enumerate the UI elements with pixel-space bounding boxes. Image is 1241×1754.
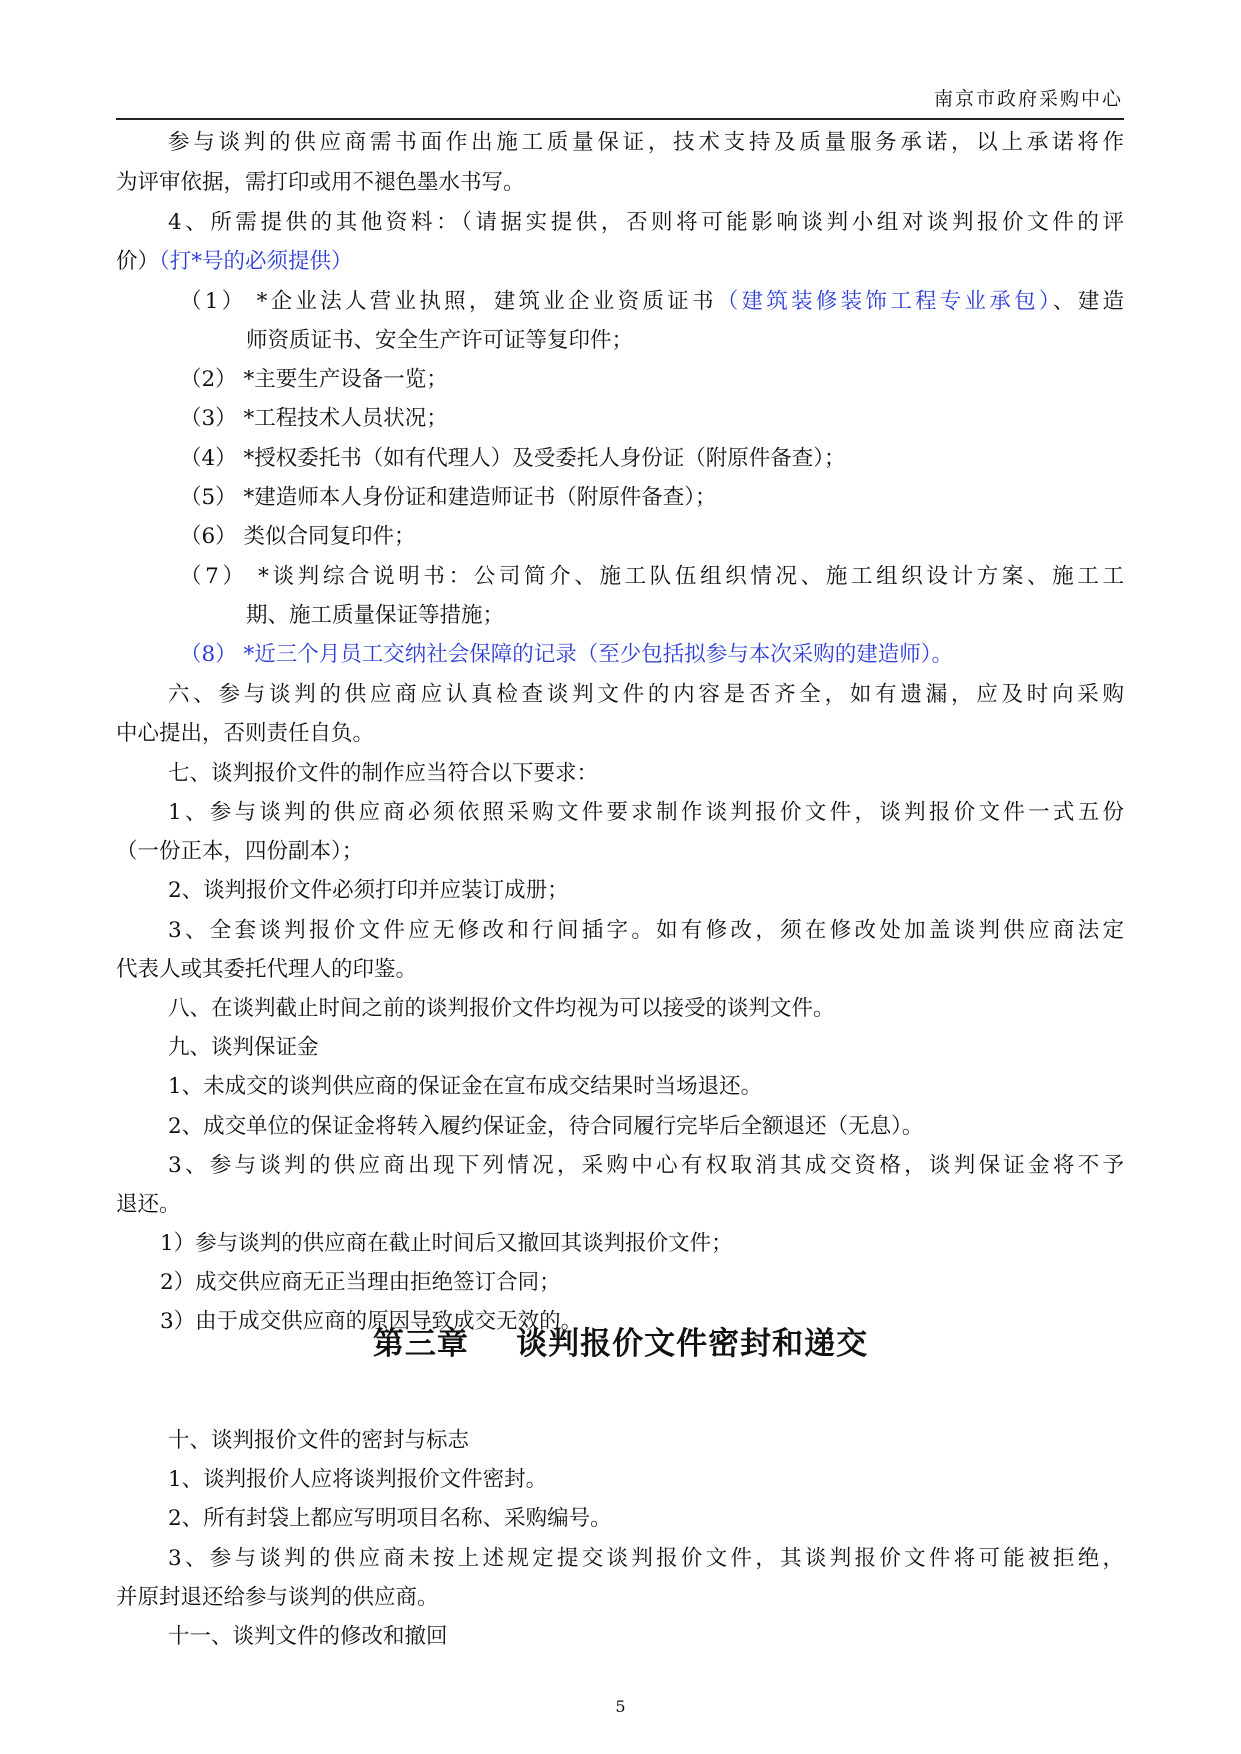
section-heading: 十一、谈判文件的修改和撤回 [168,1624,448,1649]
section-heading: 八、在谈判截止时间之前的谈判报价文件均视为可以接受的谈判文件。 [168,996,835,1021]
text-line: 1、谈判报价人应将谈判报价文件密封。 [168,1467,548,1492]
list-item: （3） *工程技术人员状况； [180,406,448,431]
text-line: 价）（打*号的必须提供） [116,249,353,274]
text-line: 1、未成交的谈判供应商的保证金在宣布成交结果时当场退还。 [168,1074,763,1099]
page-number: 5 [615,1697,626,1716]
list-item: （1） *企业法人营业执照，建筑业企业资质证书（建筑装修装饰工程专业承包）、建造 [180,289,1124,314]
text-line: 六、参与谈判的供应商应认真检查谈判文件的内容是否齐全，如有遗漏，应及时向采购 [168,682,1124,707]
text-line: 退还。 [116,1192,181,1217]
header-rule [116,118,1124,120]
chapter-title: 第三章 谈判报价文件密封和递交 [372,1326,869,1362]
section-heading: 九、谈判保证金 [168,1035,319,1060]
text-line: 2、所有封袋上都应写明项目名称、采购编号。 [168,1506,612,1531]
list-item: （6） 类似合同复印件； [180,524,416,549]
text-line: 1、参与谈判的供应商必须依照采购文件要求制作谈判报价文件，谈判报价文件一式五份 [168,800,1124,825]
sub-item: 2）成交供应商无正当理由拒绝签订合同； [160,1270,561,1295]
list-item-highlighted: （8） *近三个月员工交纳社会保障的记录（至少包括拟参与本次采购的建造师）。 [180,642,954,667]
section-heading: 十、谈判报价文件的密封与标志 [168,1428,470,1453]
sub-item: 3）由于成交供应商的原因导致成交无效的。 [160,1309,583,1334]
list-item: （7） *谈判综合说明书：公司简介、施工队伍组织情况、施工组织设计方案、施工工 [180,564,1124,589]
text-line: 参与谈判的供应商需书面作出施工质量保证，技术支持及质量服务承诺，以上承诺将作 [168,130,1124,155]
text-line: 3、参与谈判的供应商未按上述规定提交谈判报价文件，其谈判报价文件将可能被拒绝， [168,1546,1124,1571]
required-note: （打*号的必须提供） [159,249,353,274]
text-line: 并原封退还给参与谈判的供应商。 [116,1585,439,1610]
section-heading: 七、谈判报价文件的制作应当符合以下要求： [168,761,599,786]
text-line: 2、谈判报价文件必须打印并应装订成册； [168,878,569,903]
list-item: （5） *建造师本人身份证和建造师证书（附原件备查）； [180,485,717,510]
header-org-name: 南京市政府采购中心 [933,88,1123,110]
text-line: 为评审依据，需打印或用不褪色墨水书写。 [116,170,525,195]
text-line: 代表人或其委托代理人的印鉴。 [116,957,418,982]
list-item: （4） *授权委托书（如有代理人）及受委托人身份证（附原件备查）； [180,446,846,471]
text-line: 中心提出，否则责任自负。 [116,721,375,746]
text-line: 3、全套谈判报价文件应无修改和行间插字。如有修改，须在修改处加盖谈判供应商法定 [168,918,1124,943]
text-line: 4、所需提供的其他资料：（请据实提供，否则将可能影响谈判小组对谈判报价文件的评 [168,210,1124,235]
list-item-continuation: 师资质证书、安全生产许可证等复印件； [246,328,634,353]
text-line: 2、成交单位的保证金将转入履约保证金，待合同履行完毕后全额退还（无息）。 [168,1114,924,1139]
sub-item: 1）参与谈判的供应商在截止时间后又撤回其谈判报价文件； [160,1231,733,1256]
text-line: （一份正本，四份副本）； [116,839,364,864]
text-line: 3、参与谈判的供应商出现下列情况，采购中心有权取消其成交资格，谈判保证金将不予 [168,1153,1124,1178]
qualification-note: （建筑装修装饰工程专业承包） [716,289,1053,314]
list-item-continuation: 期、施工质量保证等措施； [246,603,505,628]
list-item: （2） *主要生产设备一览； [180,367,448,392]
